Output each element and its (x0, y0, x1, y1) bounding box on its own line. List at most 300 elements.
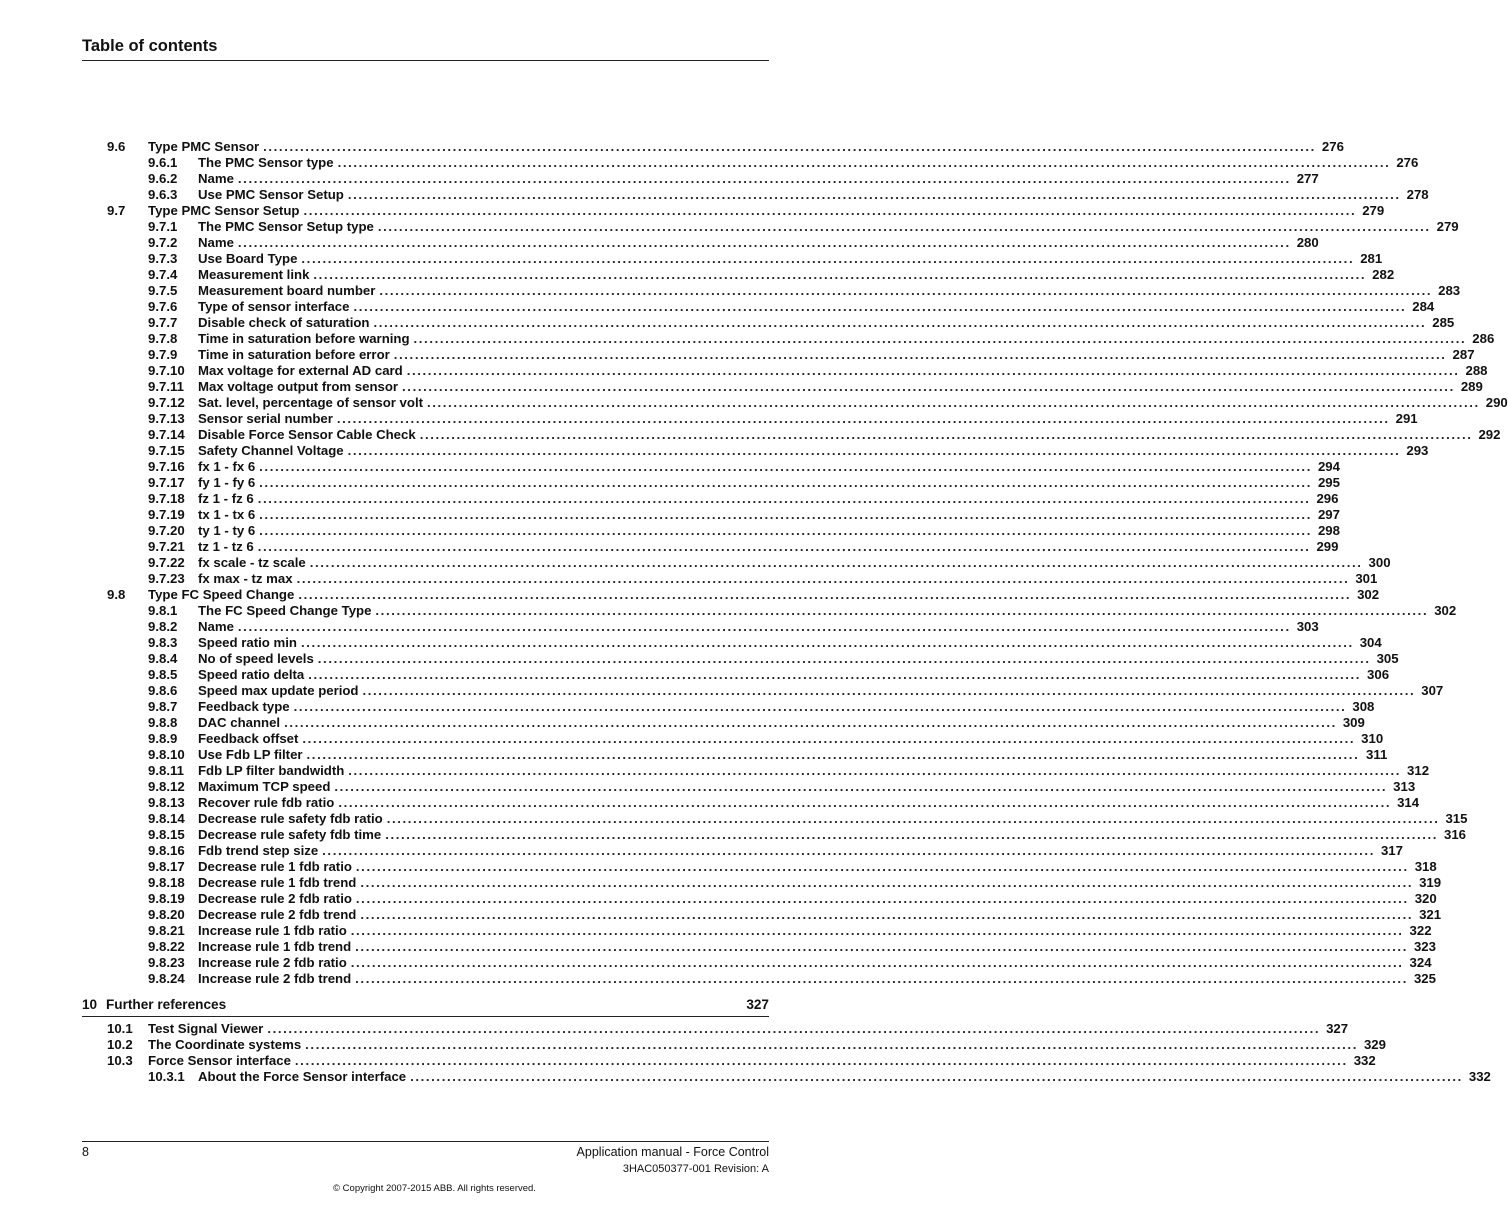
toc-section-10 (82, 1021, 1491, 1085)
toc-entry-title: Sensor serial number (198, 411, 333, 426)
dot-leader: ........................................................................................................................................................................................................ (322, 843, 1375, 858)
toc-entry[interactable] (82, 939, 1436, 955)
toc-entry-page: 300 (1368, 555, 1391, 570)
toc-entry[interactable] (82, 251, 1383, 267)
toc-entry[interactable] (82, 395, 1508, 411)
toc-entry-title: Decrease rule 1 fdb ratio (198, 859, 352, 874)
toc-entry-title: The PMC Sensor type (198, 155, 334, 170)
toc-entry[interactable] (82, 411, 1418, 427)
toc-entry-title: Name (198, 235, 234, 250)
toc-entry-page: 294 (1317, 459, 1340, 474)
toc-entry-title: Type PMC Sensor Setup (148, 203, 300, 218)
toc-entry[interactable] (82, 283, 1461, 299)
toc-entry[interactable] (82, 699, 1375, 715)
toc-entry-title: Decrease rule safety fdb time (198, 827, 382, 842)
toc-entry-page: 280 (1296, 235, 1319, 250)
toc-entry-title: Increase rule 1 fdb trend (198, 939, 352, 954)
toc-entry[interactable] (82, 459, 1340, 475)
dot-leader: ........................................................................................................................................................................................................ (419, 427, 1473, 442)
toc-entry[interactable] (82, 235, 1319, 251)
toc-entry-page: 302 (1434, 603, 1457, 618)
toc-entry-number: 9.8.4 (148, 651, 178, 666)
toc-entry-title: ty 1 - ty 6 (198, 523, 256, 538)
dot-leader: ........................................................................................................................................................................................................ (360, 875, 1414, 890)
toc-entry[interactable] (82, 795, 1420, 811)
toc-entry[interactable] (82, 555, 1391, 571)
dot-leader: ........................................................................................................................................................................................................ (301, 251, 1355, 266)
toc-entry-title: Speed ratio min (198, 635, 297, 650)
dot-leader: ........................................................................................................................................................................................................ (309, 555, 1363, 570)
toc-entry[interactable] (82, 859, 1437, 875)
toc-entry-page: 292 (1478, 427, 1501, 442)
toc-section-9 (82, 139, 1508, 987)
dot-leader: ........................................................................................................................................................................................................ (302, 731, 1356, 746)
page-title: Table of contents (82, 37, 218, 55)
dot-leader: ........................................................................................................................................................................................................ (402, 379, 1455, 394)
toc-entry-number: 9.7.17 (148, 475, 185, 490)
table-of-contents (82, 139, 1508, 1085)
dot-leader: ........................................................................................................................................................................................................ (347, 443, 1401, 458)
toc-entry[interactable] (82, 299, 1435, 315)
toc-entry-page: 311 (1366, 747, 1388, 762)
toc-entry[interactable] (82, 891, 1437, 907)
toc-entry-number: 9.7.14 (148, 427, 185, 442)
toc-entry-number: 9.6.1 (148, 155, 178, 170)
toc-entry-number: 9.8.9 (148, 731, 178, 746)
dot-leader: ........................................................................................................................................................................................................ (348, 763, 1402, 778)
toc-entry[interactable] (82, 507, 1340, 523)
dot-leader: ........................................................................................................................................................................................................ (237, 171, 1291, 186)
toc-entry-page: 290 (1485, 395, 1508, 410)
toc-entry-page: 303 (1296, 619, 1319, 634)
toc-entry[interactable] (82, 1069, 1491, 1085)
toc-entry-number: 9.8.16 (148, 843, 185, 858)
toc-entry-title: Maximum TCP speed (198, 779, 331, 794)
toc-entry-title: DAC channel (198, 715, 281, 730)
toc-entry-title: Name (198, 619, 234, 634)
chapter-title: Further references (106, 997, 227, 1012)
toc-entry-page: 276 (1396, 155, 1419, 170)
toc-entry-page: 323 (1413, 939, 1436, 954)
toc-entry-title: Measurement board number (198, 283, 376, 298)
toc-entry-number: 9.7.23 (148, 571, 185, 586)
toc-entry-page: 289 (1460, 379, 1483, 394)
toc-entry-number: 9.7.6 (148, 299, 178, 314)
toc-entry-number: 9.7.15 (148, 443, 185, 458)
toc-entry[interactable] (82, 651, 1399, 667)
toc-entry[interactable] (82, 971, 1436, 987)
toc-entry-title: Fdb trend step size (198, 843, 319, 858)
toc-entry-title: Type PMC Sensor (148, 139, 260, 154)
toc-entry-number: 9.7.16 (148, 459, 185, 474)
toc-entry-title: Time in saturation before error (198, 347, 390, 362)
toc-entry[interactable] (82, 715, 1365, 731)
toc-entry-page: 287 (1452, 347, 1475, 362)
footer-divider (82, 1141, 769, 1142)
toc-entry-title: Type FC Speed Change (148, 587, 295, 602)
toc-entry-number: 9.8.13 (148, 795, 185, 810)
toc-entry-page: 276 (1321, 139, 1344, 154)
toc-entry[interactable] (82, 763, 1430, 779)
toc-entry-page: 332 (1353, 1053, 1376, 1068)
footer-manual-title: Application manual - Force Control (576, 1145, 769, 1159)
toc-entry-number: 9.7.9 (148, 347, 178, 362)
toc-entry-title: Decrease rule 2 fdb trend (198, 907, 357, 922)
toc-entry-number: 9.8.24 (148, 971, 185, 986)
dot-leader: ........................................................................................................................................................................................................ (317, 651, 1371, 666)
toc-entry-number: 9.8.15 (148, 827, 185, 842)
toc-entry[interactable] (82, 747, 1388, 763)
toc-entry-page: 277 (1296, 171, 1319, 186)
dot-leader: ........................................................................................................................................................................................................ (257, 491, 1311, 506)
toc-entry-page: 297 (1317, 507, 1340, 522)
dot-leader: ........................................................................................................................................................................................................ (373, 315, 1427, 330)
toc-entry-number: 10.3.1 (148, 1069, 185, 1084)
dot-leader: ........................................................................................................................................................................................................ (377, 219, 1431, 234)
toc-entry-page: 322 (1409, 923, 1432, 938)
toc-entry-number: 9.7.2 (148, 235, 178, 250)
toc-entry[interactable] (82, 1021, 1349, 1037)
toc-entry[interactable] (82, 1037, 1386, 1053)
toc-entry-title: Force Sensor interface (148, 1053, 291, 1068)
toc-entry-number: 9.8.8 (148, 715, 178, 730)
dot-leader: ........................................................................................................................................................................................................ (334, 779, 1388, 794)
dot-leader: ........................................................................................................................................................................................................ (313, 267, 1367, 282)
toc-entry[interactable] (82, 635, 1382, 651)
copyright-notice: © Copyright 2007-2015 ABB. All rights reserved. (333, 1183, 536, 1194)
dot-leader: ........................................................................................................................................................................................................ (393, 347, 1447, 362)
toc-entry-page: 324 (1409, 955, 1432, 970)
toc-entry-number: 9.8.5 (148, 667, 178, 682)
toc-entry-title: Increase rule 2 fdb trend (198, 971, 352, 986)
toc-entry-number: 9.8.2 (148, 619, 178, 634)
toc-entry-page: 301 (1355, 571, 1378, 586)
dot-leader: ........................................................................................................................................................................................................ (413, 331, 1467, 346)
toc-entry-page: 295 (1317, 475, 1340, 490)
toc-entry-title: Feedback offset (198, 731, 299, 746)
footer-document-id: 3HAC050377-001 Revision: A (622, 1163, 769, 1175)
toc-entry-number: 9.7.22 (148, 555, 185, 570)
toc-entry[interactable] (82, 219, 1459, 235)
toc-entry[interactable] (82, 139, 1344, 155)
toc-entry-title: The FC Speed Change Type (198, 603, 372, 618)
toc-entry[interactable] (82, 427, 1501, 443)
toc-entry-title: Decrease rule 2 fdb ratio (198, 891, 352, 906)
toc-entry[interactable] (82, 523, 1340, 539)
toc-entry[interactable] (82, 843, 1403, 859)
dot-leader: ........................................................................................................................................................................................................ (267, 1021, 1321, 1036)
dot-leader: ........................................................................................................................................................................................................ (237, 235, 1291, 250)
toc-entry-number: 9.8.18 (148, 875, 185, 890)
toc-entry-title: The PMC Sensor Setup type (198, 219, 374, 234)
toc-entry[interactable] (82, 907, 1442, 923)
toc-entry[interactable] (82, 811, 1468, 827)
toc-entry-page: 308 (1352, 699, 1375, 714)
dot-leader: ........................................................................................................................................................................................................ (259, 475, 1312, 490)
toc-entry-page: 332 (1468, 1069, 1491, 1084)
toc-entry-page: 307 (1421, 683, 1444, 698)
toc-entry-page: 281 (1360, 251, 1383, 266)
toc-entry-page: 302 (1357, 587, 1380, 602)
toc-entry-page: 283 (1438, 283, 1461, 298)
toc-entry-number: 9.8.17 (148, 859, 185, 874)
toc-entry-page: 321 (1419, 907, 1442, 922)
toc-entry[interactable] (82, 475, 1340, 491)
toc-entry-title: Increase rule 2 fdb ratio (198, 955, 347, 970)
toc-entry-title: Fdb LP filter bandwidth (198, 763, 345, 778)
chapter-number: 10 (82, 997, 98, 1012)
toc-entry-number: 9.7.5 (148, 283, 178, 298)
toc-entry-title: tz 1 - tz 6 (198, 539, 254, 554)
toc-entry[interactable] (82, 667, 1390, 683)
toc-entry-title: About the Force Sensor interface (198, 1069, 407, 1084)
toc-entry[interactable] (82, 187, 1429, 203)
dot-leader: ........................................................................................................................................................................................................ (237, 619, 1291, 634)
toc-entry-title: Test Signal Viewer (148, 1021, 264, 1036)
dot-leader: ........................................................................................................................................................................................................ (355, 971, 1408, 986)
toc-entry[interactable] (82, 155, 1419, 171)
toc-entry-page: 329 (1363, 1037, 1386, 1052)
toc-entry-page: 314 (1397, 795, 1420, 810)
dot-leader: ........................................................................................................................................................................................................ (353, 299, 1407, 314)
toc-entry[interactable] (82, 619, 1319, 635)
dot-leader: ........................................................................................................................................................................................................ (257, 539, 1311, 554)
toc-entry-number: 9.8.11 (148, 763, 184, 778)
toc-entry-page: 291 (1395, 411, 1418, 426)
toc-entry-title: Time in saturation before warning (198, 331, 410, 346)
toc-entry-title: Disable Force Sensor Cable Check (198, 427, 416, 442)
toc-entry-title: Name (198, 171, 234, 186)
dot-leader: ........................................................................................................................................................................................................ (362, 683, 1416, 698)
toc-entry-page: 304 (1359, 635, 1382, 650)
toc-entry-number: 9.8.3 (148, 635, 178, 650)
toc-entry-page: 320 (1414, 891, 1437, 906)
toc-entry-number: 9.8.14 (148, 811, 185, 826)
toc-entry[interactable] (82, 315, 1455, 331)
dot-leader: ........................................................................................................................................................................................................ (427, 395, 1480, 410)
footer-page-number: 8 (82, 1145, 89, 1159)
toc-entry-number: 9.7.11 (148, 379, 184, 394)
toc-entry[interactable] (82, 731, 1384, 747)
toc-entry-number: 9.8.6 (148, 683, 178, 698)
toc-entry-page: 279 (1436, 219, 1459, 234)
toc-entry-page: 293 (1406, 443, 1429, 458)
toc-entry[interactable] (82, 539, 1339, 555)
toc-entry-number: 9.8.12 (148, 779, 185, 794)
dot-leader: ........................................................................................................................................................................................................ (337, 155, 1391, 170)
dot-leader: ........................................................................................................................................................................................................ (284, 715, 1337, 730)
dot-leader: ........................................................................................................................................................................................................ (406, 363, 1460, 378)
toc-entry[interactable] (82, 379, 1483, 395)
dot-leader: ........................................................................................................................................................................................................ (336, 411, 1390, 426)
toc-entry-page: 317 (1380, 843, 1403, 858)
toc-entry-page: 298 (1317, 523, 1340, 538)
toc-entry[interactable] (82, 587, 1380, 603)
toc-entry-page: 316 (1444, 827, 1467, 842)
toc-entry-title: fx max - tz max (198, 571, 293, 586)
chapter-divider (82, 1016, 769, 1017)
toc-entry-number: 9.8.22 (148, 939, 185, 954)
toc-entry-number: 9.8 (107, 587, 126, 602)
toc-entry-page: 309 (1342, 715, 1365, 730)
toc-entry-number: 9.6 (107, 139, 126, 154)
toc-entry-page: 306 (1367, 667, 1390, 682)
toc-entry-page: 282 (1372, 267, 1395, 282)
toc-entry-title: Sat. level, percentage of sensor volt (198, 395, 423, 410)
toc-entry-number: 9.7.18 (148, 491, 185, 506)
toc-entry[interactable] (82, 779, 1416, 795)
toc-entry-number: 9.8.10 (148, 747, 185, 762)
dot-leader: ........................................................................................................................................................................................................ (296, 571, 1350, 586)
header-divider (82, 60, 769, 61)
dot-leader: ........................................................................................................................................................................................................ (379, 283, 1433, 298)
dot-leader: ........................................................................................................................................................................................................ (338, 795, 1392, 810)
dot-leader: ........................................................................................................................................................................................................ (300, 635, 1354, 650)
toc-entry-number: 9.7.3 (148, 251, 178, 266)
toc-entry-number: 9.8.20 (148, 907, 185, 922)
toc-entry-page: 279 (1362, 203, 1385, 218)
toc-entry-number: 9.7.19 (148, 507, 185, 522)
toc-entry-title: Type of sensor interface (198, 299, 350, 314)
toc-entry-number: 9.8.7 (148, 699, 178, 714)
toc-entry-number: 9.7.8 (148, 331, 178, 346)
toc-entry[interactable] (82, 443, 1429, 459)
dot-leader: ........................................................................................................................................................................................................ (305, 1037, 1358, 1052)
toc-entry-number: 10.1 (107, 1021, 133, 1036)
toc-entry[interactable] (82, 267, 1395, 283)
toc-entry-title: Disable check of saturation (198, 315, 370, 330)
toc-entry[interactable] (82, 363, 1488, 379)
toc-entry-title: Use Board Type (198, 251, 298, 266)
dot-leader: ........................................................................................................................................................................................................ (385, 827, 1439, 842)
toc-entry-number: 9.7 (107, 203, 126, 218)
toc-entry[interactable] (82, 1053, 1376, 1069)
toc-entry-page: 325 (1413, 971, 1436, 986)
toc-entry[interactable] (82, 955, 1432, 971)
dot-leader: ........................................................................................................................................................................................................ (355, 939, 1408, 954)
toc-entry-page: 315 (1445, 811, 1468, 826)
dot-leader: ........................................................................................................................................................................................................ (293, 699, 1347, 714)
toc-entry-title: Use Fdb LP filter (198, 747, 303, 762)
toc-entry-title: Speed max update period (198, 683, 359, 698)
toc-entry-title: Use PMC Sensor Setup (198, 187, 344, 202)
toc-entry-number: 9.7.12 (148, 395, 185, 410)
toc-entry-page: 285 (1432, 315, 1455, 330)
toc-entry-page: 296 (1316, 491, 1339, 506)
toc-entry-title: fx 1 - fx 6 (198, 459, 256, 474)
toc-entry-page: 284 (1412, 299, 1435, 314)
toc-entry[interactable] (82, 347, 1475, 363)
toc-entry[interactable] (82, 875, 1442, 891)
toc-entry-title: fx scale - tz scale (198, 555, 306, 570)
toc-entry-title: Safety Channel Voltage (198, 443, 344, 458)
toc-entry-page: 327 (1326, 1021, 1349, 1036)
toc-entry-number: 10.3 (107, 1053, 133, 1068)
dot-leader: ........................................................................................................................................................................................................ (294, 1053, 1348, 1068)
toc-entry-title: No of speed levels (198, 651, 314, 666)
toc-entry-page: 310 (1361, 731, 1384, 746)
toc-entry-page: 305 (1376, 651, 1399, 666)
dot-leader: ........................................................................................................................................................................................................ (350, 923, 1404, 938)
toc-entry-number: 9.8.21 (148, 923, 185, 938)
toc-entry-title: Decrease rule safety fdb ratio (198, 811, 383, 826)
dot-leader: ........................................................................................................................................................................................................ (350, 955, 1404, 970)
dot-leader: ........................................................................................................................................................................................................ (303, 203, 1357, 218)
toc-entry-number: 9.7.4 (148, 267, 178, 282)
dot-leader: ........................................................................................................................................................................................................ (259, 507, 1312, 522)
dot-leader: ........................................................................................................................................................................................................ (259, 523, 1312, 538)
toc-entry-number: 9.8.23 (148, 955, 185, 970)
toc-entry-page: 312 (1407, 763, 1430, 778)
dot-leader: ........................................................................................................................................................................................................ (298, 587, 1352, 602)
toc-entry-number: 9.7.20 (148, 523, 185, 538)
toc-entry[interactable] (82, 683, 1444, 699)
toc-entry-title: Max voltage output from sensor (198, 379, 399, 394)
dot-leader: ........................................................................................................................................................................................................ (386, 811, 1440, 826)
toc-entry-title: Measurement link (198, 267, 310, 282)
dot-leader: ........................................................................................................................................................................................................ (355, 859, 1409, 874)
toc-entry-page: 286 (1472, 331, 1495, 346)
toc-entry-title: tx 1 - tx 6 (198, 507, 256, 522)
toc-entry-title: Decrease rule 1 fdb trend (198, 875, 357, 890)
toc-entry[interactable] (82, 203, 1385, 219)
toc-entry-title: fz 1 - fz 6 (198, 491, 254, 506)
dot-leader: ........................................................................................................................................................................................................ (355, 891, 1409, 906)
toc-entry-page: 278 (1406, 187, 1429, 202)
toc-entry[interactable] (82, 171, 1319, 187)
toc-entry-number: 9.7.10 (148, 363, 185, 378)
toc-entry-title: Increase rule 1 fdb ratio (198, 923, 347, 938)
dot-leader: ........................................................................................................................................................................................................ (410, 1069, 1463, 1084)
toc-entry[interactable] (82, 827, 1467, 843)
toc-entry[interactable] (82, 923, 1432, 939)
toc-entry-page: 299 (1316, 539, 1339, 554)
dot-leader: ........................................................................................................................................................................................................ (263, 139, 1316, 154)
dot-leader: ........................................................................................................................................................................................................ (259, 459, 1312, 474)
toc-entry-number: 9.8.19 (148, 891, 185, 906)
dot-leader: ........................................................................................................................................................................................................ (308, 667, 1362, 682)
toc-entry-page: 288 (1465, 363, 1488, 378)
toc-entry-number: 10.2 (107, 1037, 133, 1052)
toc-entry-number: 9.7.13 (148, 411, 185, 426)
dot-leader: ........................................................................................................................................................................................................ (360, 907, 1414, 922)
chapter-page: 327 (746, 997, 769, 1012)
toc-entry-page: 319 (1419, 875, 1442, 890)
toc-entry-title: Feedback type (198, 699, 290, 714)
toc-entry-page: 318 (1414, 859, 1437, 874)
toc-entry-number: 9.7.1 (148, 219, 178, 234)
toc-entry-number: 9.6.3 (148, 187, 178, 202)
toc-entry[interactable] (82, 571, 1378, 587)
dot-leader: ........................................................................................................................................................................................................ (347, 187, 1401, 202)
toc-entry-number: 9.8.1 (148, 603, 178, 618)
toc-entry-title: Recover rule fdb ratio (198, 795, 335, 810)
toc-entry[interactable] (82, 491, 1339, 507)
dot-leader: ........................................................................................................................................................................................................ (375, 603, 1429, 618)
toc-entry-title: Speed ratio delta (198, 667, 305, 682)
toc-entry-title: The Coordinate systems (148, 1037, 302, 1052)
toc-entry-number: 9.7.21 (148, 539, 185, 554)
toc-entry[interactable] (82, 331, 1495, 347)
toc-entry-number: 9.7.7 (148, 315, 178, 330)
dot-leader: ........................................................................................................................................................................................................ (306, 747, 1360, 762)
toc-entry-title: fy 1 - fy 6 (198, 475, 256, 490)
toc-chapter-entry[interactable] (82, 995, 769, 1017)
toc-entry-number: 9.6.2 (148, 171, 178, 186)
toc-entry-page: 313 (1393, 779, 1416, 794)
toc-entry[interactable] (82, 603, 1457, 619)
toc-entry-title: Max voltage for external AD card (198, 363, 403, 378)
